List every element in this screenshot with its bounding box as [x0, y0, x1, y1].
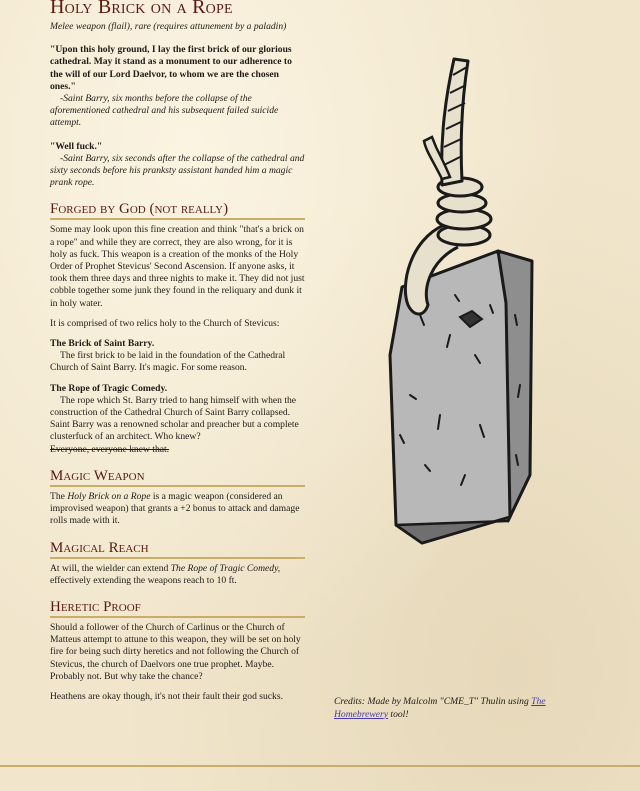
item-subtitle: Melee weapon (flail), rare (requires attunement by a paladin)	[50, 21, 287, 32]
magical-reach-text: At will, the wielder can extend The Rope of Tragic Comedy, effectively extending the weapons reach to 10 ft.	[50, 562, 281, 586]
credits: Credits: Made by Malcolm "CME_T" Thulin using The Homebrewery tool!	[334, 696, 546, 720]
heathens-text: Heathens are okay though, it's not their fault their god sucks.	[50, 690, 283, 702]
heading-magic-weapon: Magic Weapon	[50, 468, 305, 487]
relics-intro: It is comprised of two relics holy to the Church of Stevicus:	[50, 317, 280, 329]
heading-heretic-proof: Heretic Proof	[50, 599, 305, 618]
opening-quote: "Upon this holy ground, I lay the first brick of our glorious cathedral. May it stand as a monument to our adherence to the will of our Lord Daelvor, to whom we are the chosen ones."	[50, 44, 292, 92]
second-quote-attribution: -Saint Barry, six seconds after the collapse of the cathedral and sixty seconds before his pranksty assistant handed him a magic prank rope.	[50, 152, 305, 189]
relic-brick-text: The first brick to be laid in the foundation of the Cathedral Church of Saint Barry. It's magic. For some reason.	[50, 350, 286, 374]
main-column	[50, 0, 305, 703]
brick-on-rope-illustration	[380, 55, 550, 545]
heretic-proof-text: Should a follower of the Church of Carlinus or the Church of Matteus attempt to attune to this weapon, they will be set on holy fire for being such dirty heretics and not following the Church of Stevicus, the church of Daelvors one true prophet. Maybe. Probably not. But why take the chance?	[50, 621, 301, 682]
footer-divider	[0, 764, 640, 768]
homebrewery-link[interactable]: The Homebrewery	[334, 696, 546, 720]
forged-paragraph: Some may look upon this fine creation and think "that's a brick on a rope" and while they are correct, they are also wrong, for it is holy as fuck. This weapon is a creation of the monks of the Holy Order of Prophet Stevicus' Second Ascension. If anyone asks, it took them three days and three nights to make it. They did not just cobble together some junk they found in the reliquary and dunk it in holy water.	[50, 224, 305, 309]
item-title: Holy Brick on a Rope	[50, 0, 233, 18]
relic-rope-text: The rope which St. Barry tried to hang himself with when the construction of the Cathedral Church of Saint Barry collapsed. Saint Barry was a renowned scholar and preacher but a complete clusterfuck of an architect. Who knew?	[50, 394, 299, 443]
heading-magical-reach: Magical Reach	[50, 540, 305, 559]
magic-weapon-text: The Holy Brick on a Rope is a magic weapon (considered an improvised weapon) that grants a +2 bonus to attack and damage rolls made with it.	[50, 490, 300, 527]
second-quote: "Well fuck."	[50, 140, 103, 152]
heading-forged-by-god: Forged by God (not really)	[50, 201, 305, 220]
opening-quote-attribution: -Saint Barry, six months before the collapse of the aforementioned cathedral and his subsequent failed suicide attempt.	[50, 93, 279, 129]
rope-noose	[437, 178, 491, 245]
relic-brick-name: The Brick of Saint Barry.	[50, 338, 155, 350]
relic-rope-strikethrough: Everyone, everyone knew that.	[50, 443, 170, 455]
relic-rope-name: The Rope of Tragic Comedy.	[50, 382, 168, 394]
